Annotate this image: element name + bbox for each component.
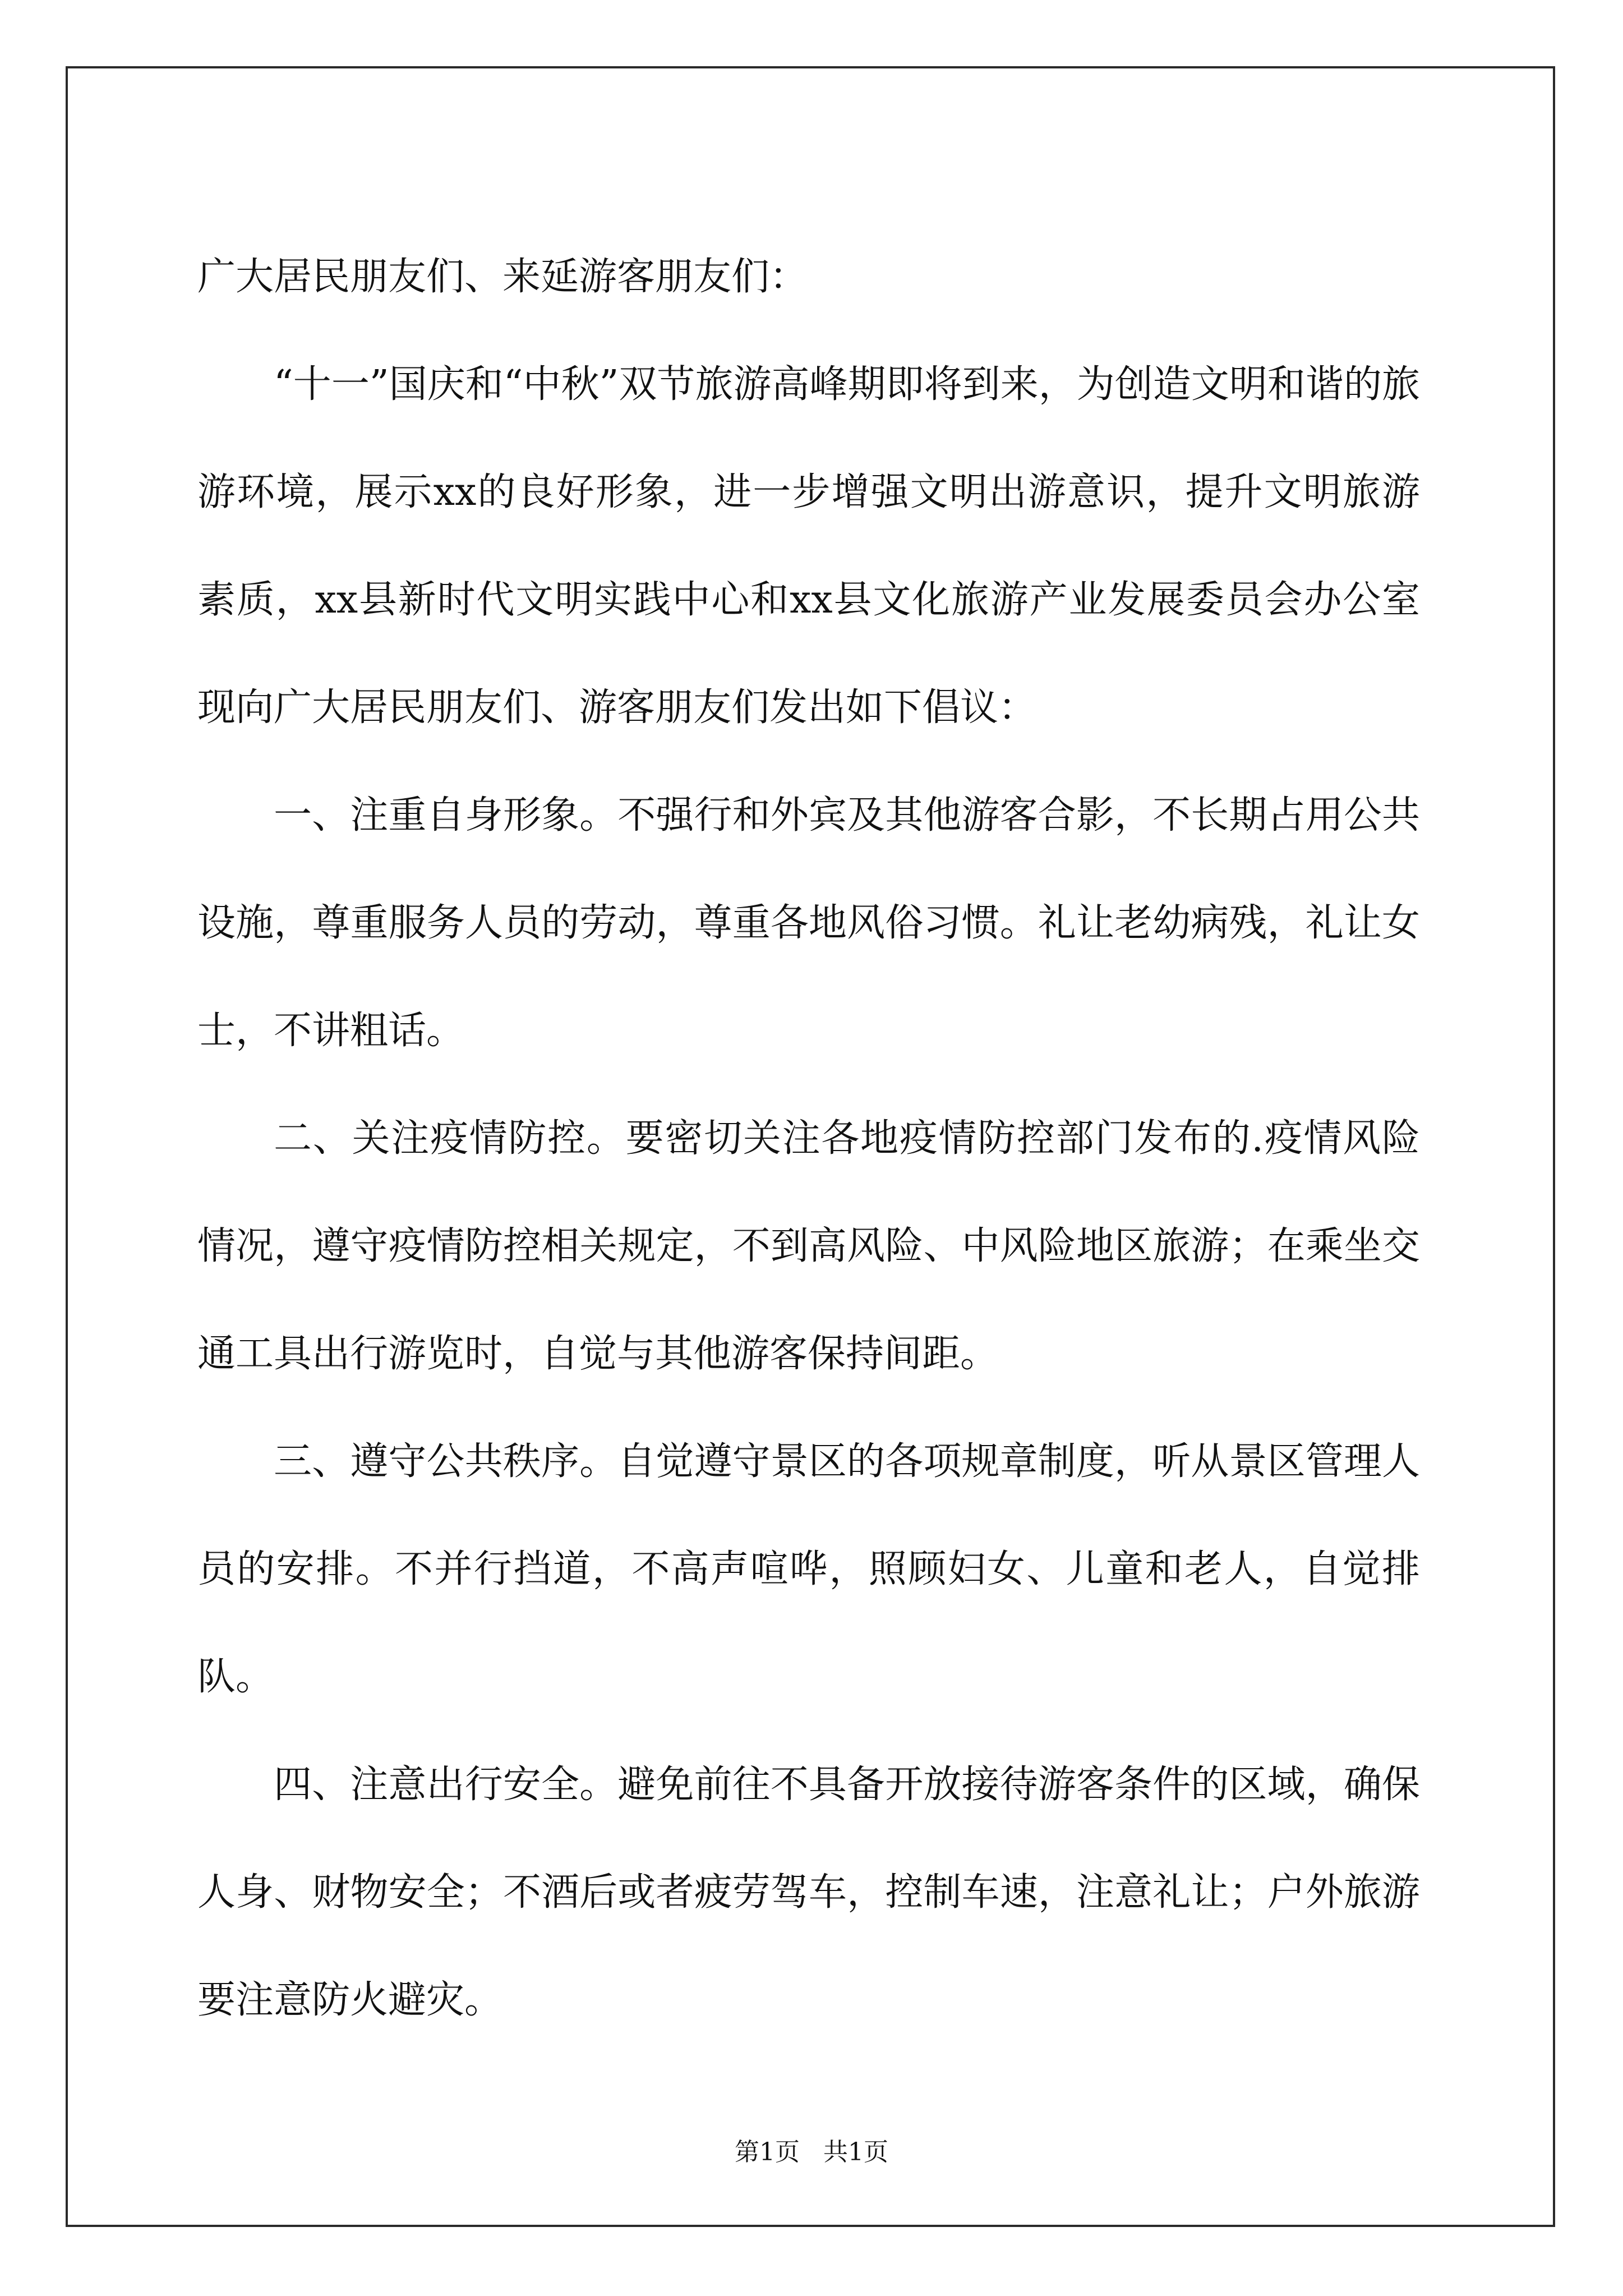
paragraph-item-4: 四、注意出行安全。避免前往不具备开放接待游客条件的区域，确保人身、财物安全；不酒后或者疲劳驾车，控制车速，注意礼让；户外旅游要注意防火避灾。	[197, 1763, 1420, 2022]
page-number: 第1页	[735, 2138, 800, 2166]
paragraph-intro: “十一”国庆和“中秋”双节旅游高峰期即将到来，为创造文明和谐的旅游环境，展示xx的良好形象，进一步增强文明出游意识，提升文明旅游素质，xx县新时代文明实践中心和xx县文化旅游产业发展委员会办公室现向广大居民朋友们、游客朋友们发出如下倡议：	[197, 362, 1420, 730]
paragraph-item-3: 三、遵守公共秩序。自觉遵守景区的各项规章制度，听从景区管理人员的安排。不并行挡道，不高声喧哗，照顾妇女、儿童和老人，自觉排队。	[197, 1439, 1420, 1699]
paragraph-item-1: 一、注重自身形象。不强行和外宾及其他游客合影，不长期占用公共设施，尊重服务人员的劳动，尊重各地风俗习惯。礼让老幼病残，礼让女士，不讲粗话。	[197, 793, 1420, 1053]
document-body	[197, 223, 1420, 2054]
paragraph-item-2: 二、关注疫情防控。要密切关注各地疫情防控部门发布的.疫情风险情况，遵守疫情防控相关规定，不到高风险、中风险地区旅游；在乘坐交通工具出行游览时，自觉与其他游客保持间距。	[197, 1116, 1420, 1376]
page-footer	[0, 2132, 1623, 2168]
salutation: 广大居民朋友们、来延游客朋友们：	[197, 255, 808, 299]
page-total: 共1页	[823, 2138, 888, 2166]
